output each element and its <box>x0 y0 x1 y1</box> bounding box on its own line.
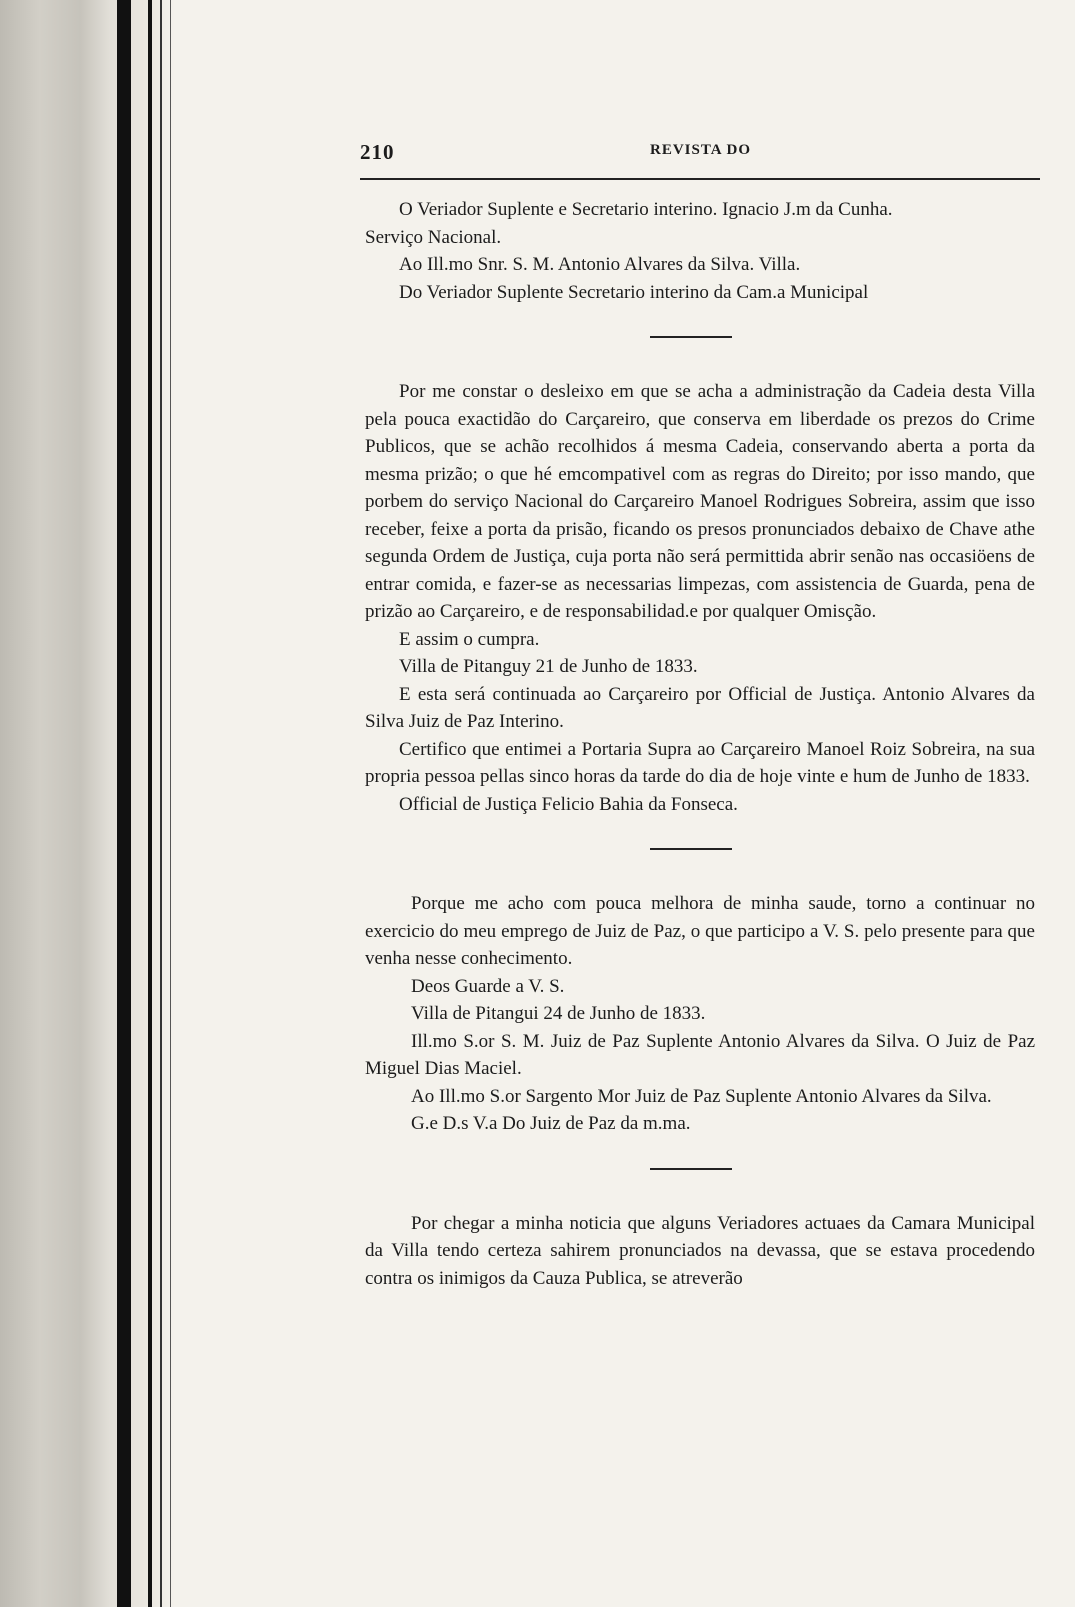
paragraph: Do Veriador Suplente Secretario interino da Cam.a Municipal <box>399 281 869 303</box>
paragraph: Porque me acho com pouca melhora de minha saude, torno a continuar no exercicio do meu emprego de Juiz de Paz, o que participo a V. S. pelo presente para que venha nesse conhecimento. <box>365 893 1035 969</box>
paragraph: Ill.mo S.or S. M. Juiz de Paz Suplente Antonio Alvares da Silva. O Juiz de Paz Miguel Dias Maciel. <box>365 1030 1035 1079</box>
section-1 <box>365 196 1035 306</box>
paragraph: Ao Ill.mo Snr. S. M. Antonio Alvares da Silva. Villa. <box>399 254 801 275</box>
header-rule <box>360 178 1040 180</box>
section-4 <box>365 1210 1035 1293</box>
running-head: REVISTA DO <box>650 142 751 158</box>
paragraph: Ao Ill.mo S.or Sargento Mor Juiz de Paz Suplente Antonio Alvares da Silva. <box>411 1085 992 1107</box>
page-number: 210 <box>360 140 395 164</box>
section-2 <box>365 378 1035 818</box>
page-header <box>360 140 1040 168</box>
paragraph: E esta será continuada ao Carçareiro por Official de Justiça. Antonio Alvares da Silva Juiz de Paz Interino. <box>365 683 1035 732</box>
paragraph: Por me constar o desleixo em que se acha a administração da Cadeia desta Villa pela pouca exactidão do Carçareiro, que conserva em liberdade os prezos do Crime Publicos, que se achão recolhidos á mesma Cadeia, conservando aberta a porta da mesma prizão; o que hé emcompativel com as regras do Direito; por isso mando, que porbem do serviço Nacional do Carçareiro Manoel Rodrigues Sobreira, assim que isso receber, feixe a porta da prisão, ficando os presos pronunciados debaixo de Chave athe segunda Ordem de Justiça, cuja porta não será permittida abrir senão nas occasiöens de entrar comida, e fazer-se as necessarias limpezas, com assistencia de Guarda, pena de prizão ao Carçareiro, e de responsabilidad.e por qualquer Omisção. <box>365 381 1035 622</box>
section-separator <box>650 336 732 338</box>
paragraph: O Veriador Suplente e Secretario interino. Ignacio J.m da Cunha. <box>399 199 893 220</box>
document-body <box>365 196 1035 1292</box>
paragraph: Villa de Pitanguy 21 de Junho de 1833. <box>399 656 698 677</box>
paragraph: Official de Justiça Felicio Bahia da Fonseca. <box>399 793 738 815</box>
section-3 <box>365 890 1035 1138</box>
paragraph: E assim o cumpra. <box>399 628 540 650</box>
spine-line <box>148 0 152 1607</box>
paragraph: G.e D.s V.a Do Juiz de Paz da m.ma. <box>411 1113 691 1134</box>
spine-line <box>170 0 171 1607</box>
spine-line <box>160 0 162 1607</box>
paragraph: Villa de Pitangui 24 de Junho de 1833. <box>411 1003 706 1024</box>
paragraph: Certifico que entimei a Portaria Supra ao Carçareiro Manoel Roiz Sobreira, na sua propria pessoa pellas sinco horas da tarde do dia de hoje vinte e hum de Junho de 1833. <box>365 738 1035 787</box>
section-separator <box>650 848 732 850</box>
binding-gutter <box>0 0 175 1607</box>
spine-shadow <box>117 0 131 1607</box>
section-separator <box>650 1168 732 1170</box>
paragraph: Deos Guarde a V. S. <box>411 975 565 997</box>
paragraph: Por chegar a minha noticia que alguns Veriadores actuaes da Camara Municipal da Villa tendo certeza sahirem pronunciados na devassa, que se estava procedendo contra os inimigos da Cauza Publica, se atreverão <box>365 1212 1035 1289</box>
paragraph: Serviço Nacional. <box>365 226 502 248</box>
